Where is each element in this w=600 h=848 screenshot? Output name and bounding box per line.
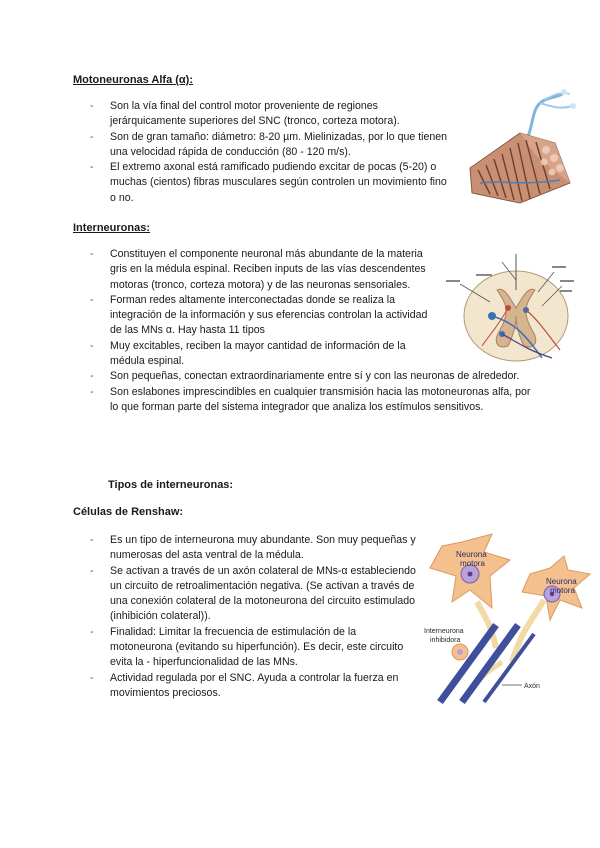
- list-item: - Actividad regulada por el SNC. Ayuda a controlar la fuerza en movimientos preciosos.: [90, 671, 420, 702]
- interneuron-label-line2: inhibidora: [430, 637, 461, 644]
- list-item: - Constituyen el componente neuronal más abundante de la materia gris en la médula espinal. Reciben inputs de las vías descendentes motoras (tronco, corteza motora) y de las neuronas sensoriales.: [90, 247, 440, 293]
- list-item: - Muy excitables, reciben la mayor cantidad de información de la médula espinal.: [90, 339, 440, 370]
- list-item: - Finalidad: Limitar la frecuencia de estimulación de la motoneurona (evitando su hiperfunción). Es decir, este circuito evita la - hiperfuncionalidad de las MNs.: [90, 625, 420, 671]
- muscle-fiber-illustration: [460, 88, 590, 206]
- spinal-cord-illustration: [442, 250, 590, 366]
- renshaw-list: [90, 533, 420, 701]
- list-item: - Son de gran tamaño: diámetro: 8-20 µm. Mielinizadas, por lo que tienen una velocidad rápida de conducción (80 - 120 m/s).: [90, 130, 455, 161]
- list-item: - El extremo axonal está ramificado pudiendo excitar de pocas (5-20) o muchas (cientos) fibras musculares según controlen un movimiento fino o no.: [90, 160, 455, 206]
- interneuronas-list: [90, 247, 531, 415]
- section-title-interneuronas: Interneuronas:: [73, 222, 151, 234]
- list-item: - Son la vía final del control motor proveniente de regiones jerárquicamente superiores del SNC (tronco, corteza motora).: [90, 99, 455, 130]
- interneuron-label-line1: Interneurona: [424, 628, 464, 635]
- section-title-motoneuronas: Motoneuronas Alfa (α):: [73, 74, 194, 86]
- section-title-tipos: Tipos de interneuronas:: [108, 479, 234, 491]
- renshaw-circuit-diagram: [422, 530, 592, 712]
- neuron-2-label-line2: motora: [550, 586, 575, 595]
- list-item: - Es un tipo de interneurona muy abundante. Son muy pequeñas y numerosas del asta ventral de la médula.: [90, 533, 420, 564]
- list-item: - Se activan a través de un axón colateral de MNs-α estableciendo un circuito de retroalimentación negativa. (Se activan a través de una conexión colateral de la motoneurona del circuito estimulado (inhibición colateral)).: [90, 564, 420, 625]
- axon-label: Axón: [524, 683, 540, 690]
- list-item: - Forman redes altamente interconectadas donde se realiza la integración de la información y sus eferencias controlan la actividad de las MNs α. Hay hasta 11 tipos: [90, 293, 440, 339]
- neuron-2-label-line1: Neurona: [546, 577, 577, 586]
- list-item: - Son pequeñas, conectan extraordinariamente entre sí y con las neuronas de alrededor.: [90, 369, 540, 384]
- list-item: - Son eslabones imprescindibles en cualquier transmisión hacia las motoneuronas alfa, por lo que forman parte del sistema integrador que analiza los estímulos sensitivos.: [90, 385, 540, 416]
- neuron-1-label-line1: Neurona: [456, 550, 487, 559]
- motoneuronas-list: [90, 99, 455, 206]
- section-title-renshaw: Células de Renshaw:: [73, 506, 184, 518]
- neuron-1-label-line2: motora: [460, 559, 485, 568]
